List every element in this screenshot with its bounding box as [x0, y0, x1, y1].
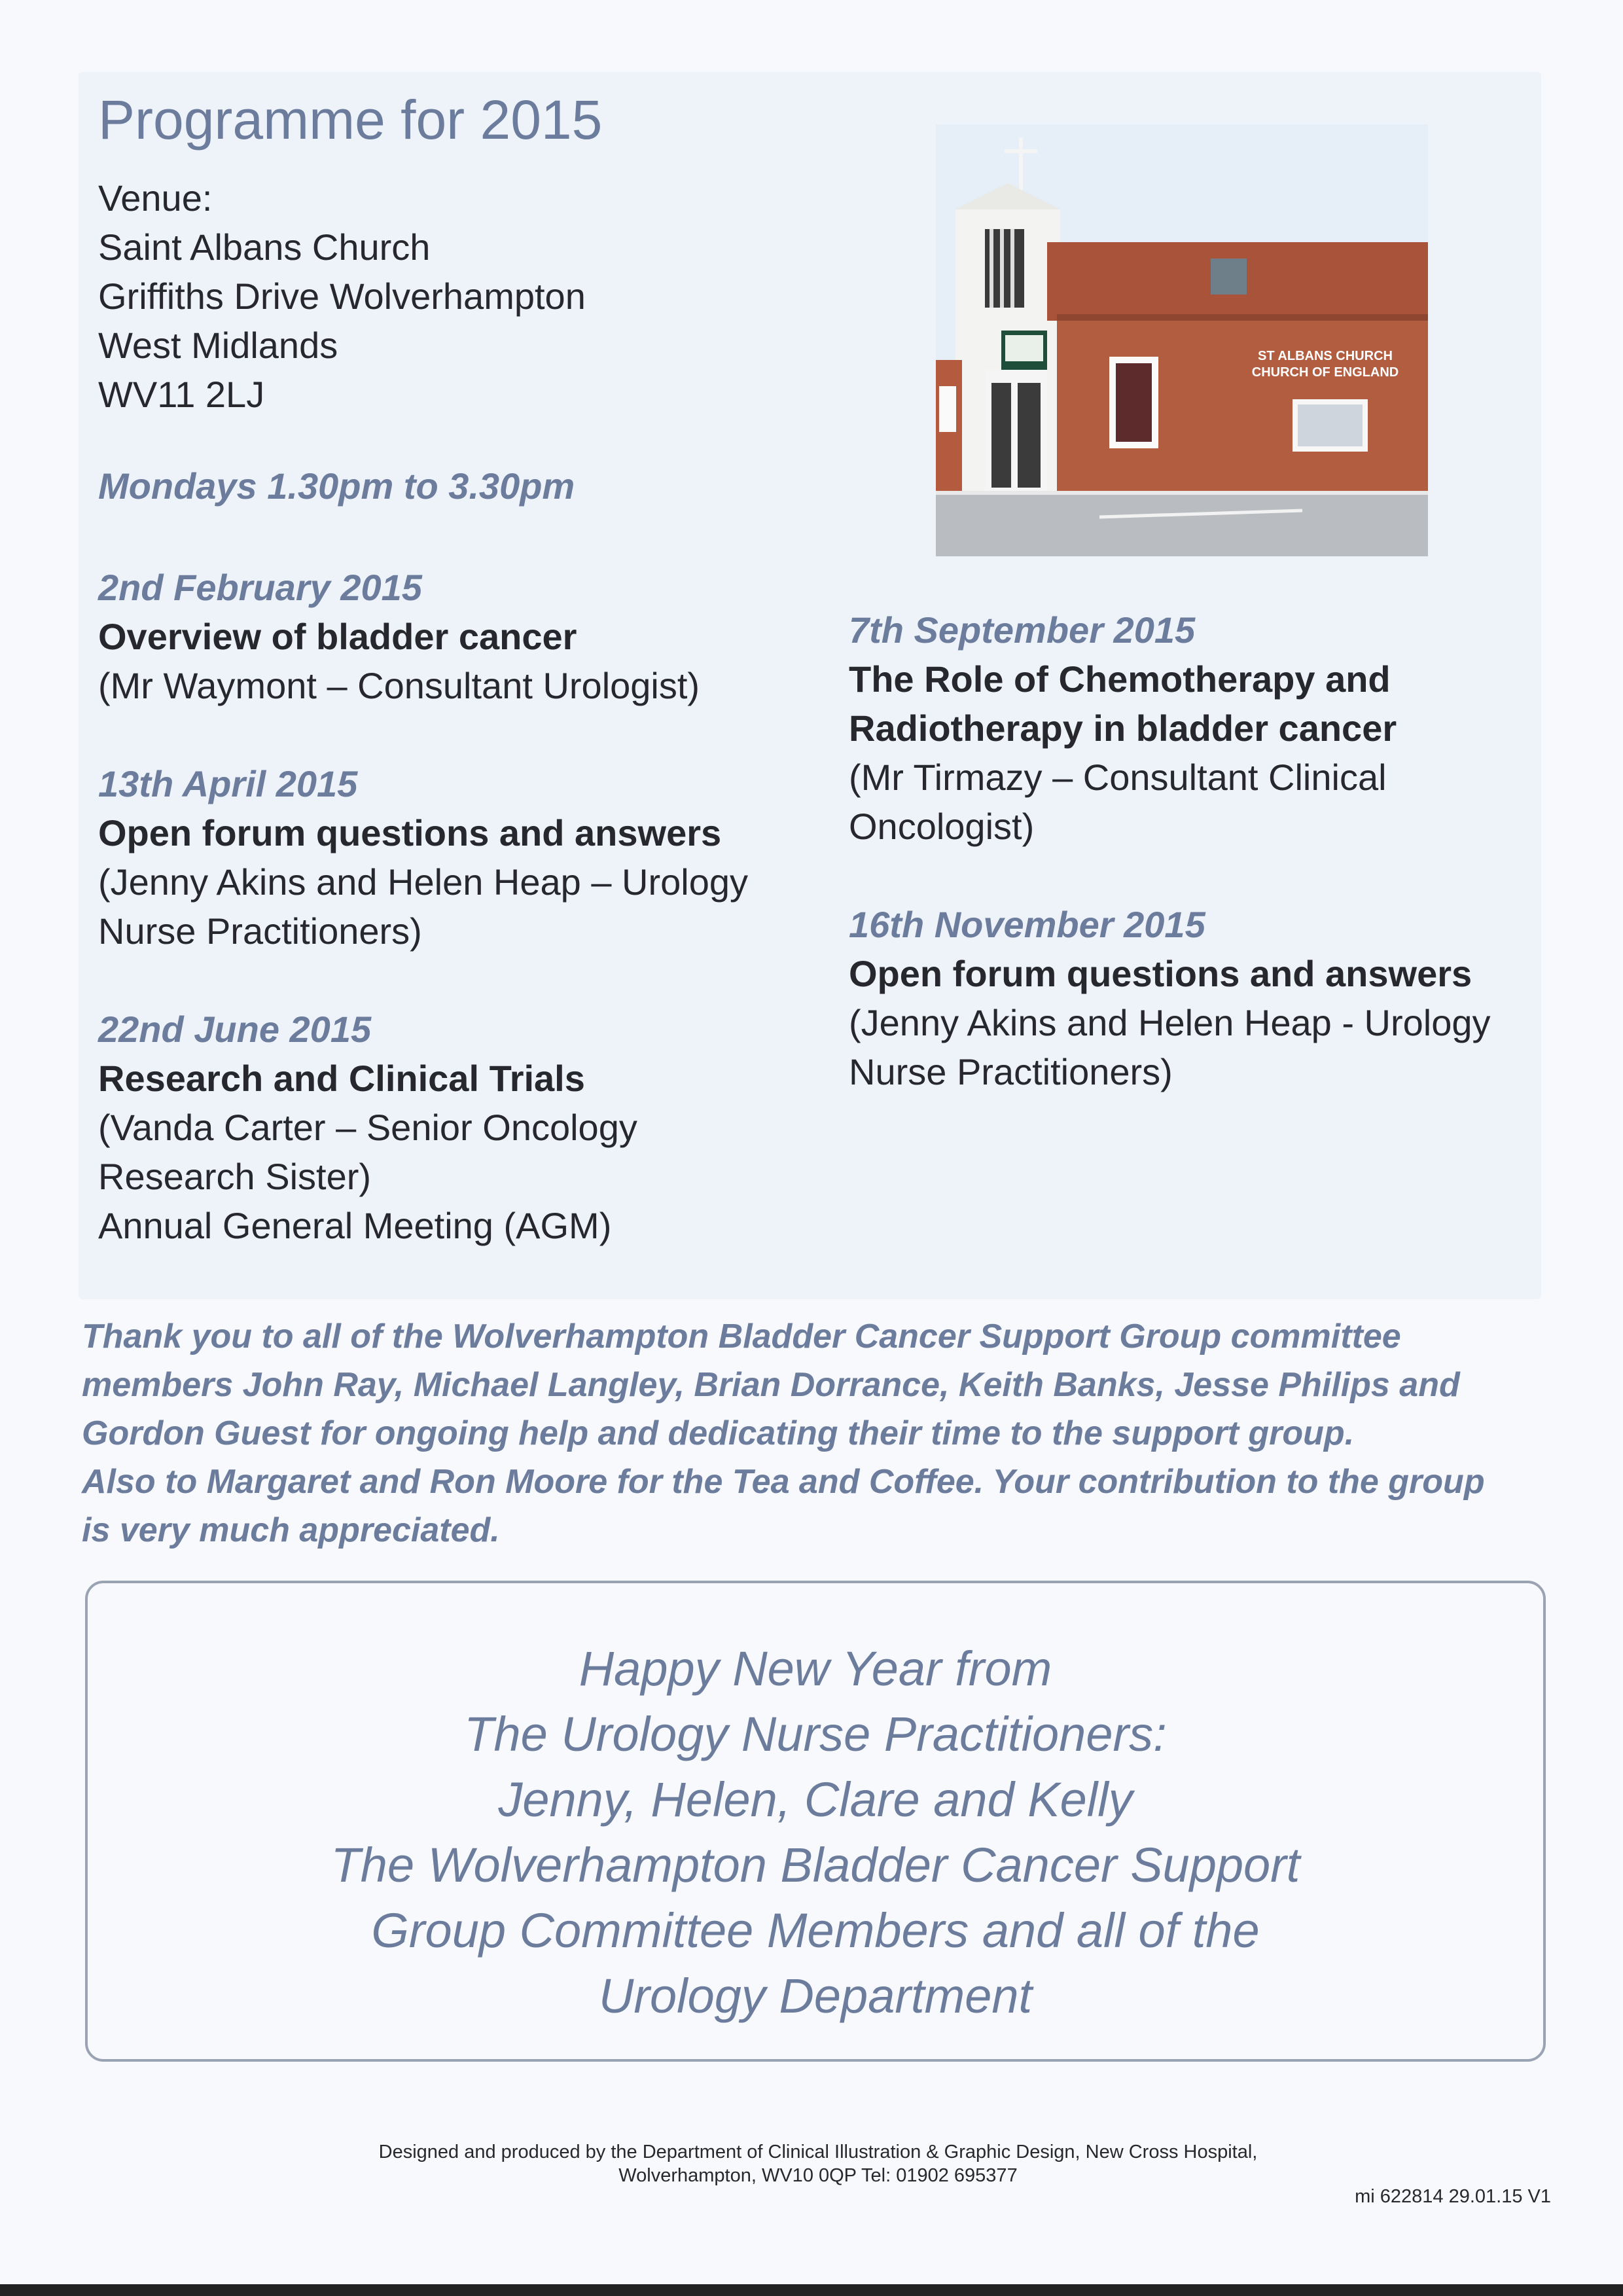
greeting-line-3: Jenny, Helen, Clare and Kelly	[498, 1772, 1133, 1827]
venue-line-3: West Midlands	[98, 325, 338, 366]
footer-line-2: Wolverhampton, WV10 0QP Tel: 01902 695377	[618, 2165, 1018, 2186]
venue-line-4: WV11 2LJ	[98, 374, 265, 415]
footer-credits	[196, 2140, 1440, 2187]
footer-line-1: Designed and produced by the Department of Clinical Illustration & Graphic Design, New Cross Hospital,	[378, 2142, 1258, 2162]
session-september	[849, 605, 1397, 851]
session-speaker-line-1: (Mr Tirmazy – Consultant Clinical	[849, 757, 1387, 798]
session-june	[98, 1005, 637, 1250]
session-topic: Research and Clinical Trials	[98, 1058, 585, 1099]
thank-you-line-3: Gordon Guest for ongoing help and dedicating their time to the support group.	[82, 1414, 1355, 1452]
thank-you-line-1: Thank you to all of the Wolverhampton Bladder Cancer Support Group committee	[82, 1318, 1401, 1355]
session-topic-line-2: Radiotherapy in bladder cancer	[849, 708, 1397, 749]
greeting-line-5: Group Committee Members and all of the	[371, 1903, 1260, 1958]
session-february	[98, 563, 700, 710]
new-year-greeting	[85, 1636, 1546, 2029]
document-reference: mi 622814 29.01.15 V1	[1355, 2186, 1551, 2207]
venue-label: Venue:	[98, 177, 213, 219]
session-april	[98, 759, 748, 956]
session-topic: Open forum questions and answers	[98, 812, 722, 853]
meeting-hours: Mondays 1.30pm to 3.30pm	[98, 465, 575, 507]
session-date: 16th November 2015	[849, 904, 1205, 945]
session-speaker-line-1: (Vanda Carter – Senior Oncology	[98, 1107, 637, 1148]
session-speaker-line-2: Nurse Practitioners)	[98, 910, 422, 952]
session-date: 13th April 2015	[98, 763, 358, 804]
session-speaker-line-2: Oncologist)	[849, 806, 1035, 847]
thank-you-message	[82, 1312, 1548, 1554]
greeting-line-2: The Urology Nurse Practitioners:	[464, 1707, 1167, 1761]
session-speaker: (Mr Waymont – Consultant Urologist)	[98, 665, 700, 706]
venue-block	[98, 173, 586, 419]
session-topic-line-1: The Role of Chemotherapy and	[849, 658, 1391, 700]
session-topic: Open forum questions and answers	[849, 953, 1472, 994]
session-date: 2nd February 2015	[98, 567, 422, 608]
session-speaker-line-1: (Jenny Akins and Helen Heap – Urology	[98, 861, 749, 903]
session-november	[849, 900, 1491, 1096]
church-photo	[936, 124, 1428, 556]
church-sign-line-1: ST ALBANS CHURCH	[1258, 349, 1393, 363]
thank-you-line-5: is very much appreciated.	[82, 1511, 500, 1549]
session-speaker-line-2: Research Sister)	[98, 1156, 372, 1197]
session-speaker-line-2: Nurse Practitioners)	[849, 1051, 1173, 1092]
greeting-line-6: Urology Department	[598, 1969, 1033, 2023]
session-agm-note: Annual General Meeting (AGM)	[98, 1205, 612, 1246]
session-topic: Overview of bladder cancer	[98, 616, 577, 657]
venue-line-2: Griffiths Drive Wolverhampton	[98, 276, 586, 317]
venue-line-1: Saint Albans Church	[98, 226, 431, 268]
greeting-line-1: Happy New Year from	[579, 1641, 1052, 1696]
session-date: 22nd June 2015	[98, 1009, 372, 1050]
thank-you-line-2: members John Ray, Michael Langley, Brian Dorrance, Keith Banks, Jesse Philips and	[82, 1366, 1460, 1404]
session-speaker-line-1: (Jenny Akins and Helen Heap - Urology	[849, 1002, 1491, 1043]
greeting-line-4: The Wolverhampton Bladder Cancer Support	[330, 1838, 1300, 1892]
page-title: Programme for 2015	[98, 89, 603, 151]
scan-bottom-edge	[0, 2284, 1623, 2296]
session-date: 7th September 2015	[849, 609, 1196, 651]
thank-you-line-4: Also to Margaret and Ron Moore for the Tea and Coffee. Your contribution to the group	[82, 1463, 1485, 1501]
church-sign-line-2: CHURCH OF ENGLAND	[1251, 365, 1399, 380]
